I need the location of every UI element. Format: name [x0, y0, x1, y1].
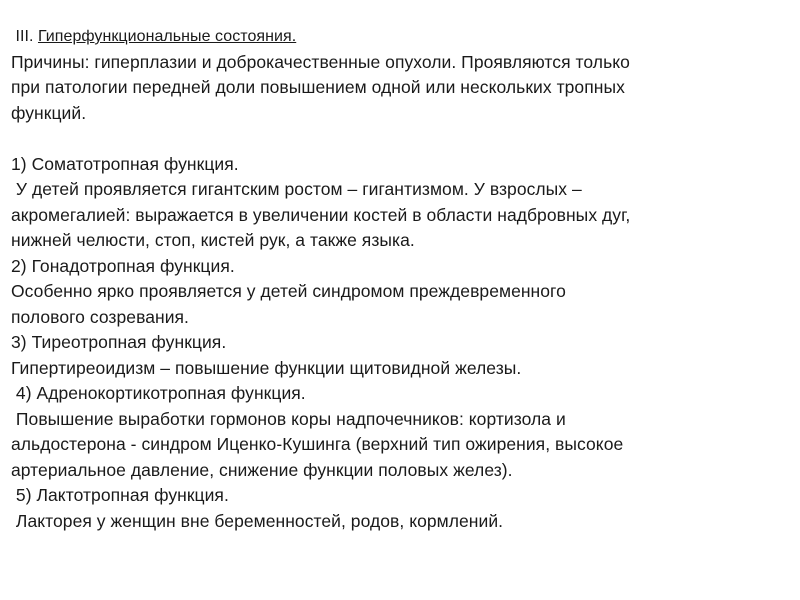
heading-prefix: III.: [11, 28, 38, 45]
thyrotropic-heading: 3) Тиреотропная функция.: [11, 332, 227, 352]
thyrotropic-text: Гипертиреоидизм – повышение функции щитовидной железы.: [11, 357, 522, 378]
gonadotropic-text: Особенно ярко проявляется у детей синдромом преждевременного: [11, 281, 566, 301]
heading-title: Гиперфункциональные состояния.: [37, 28, 297, 45]
acth-text: артериальное давление, снижение функции половых желез).: [11, 459, 513, 480]
somatotropic-heading: 1) Соматотропная функция.: [11, 153, 239, 174]
somatotropic-text: У детей проявляется гигантским ростом – гигантизмом. У взрослых –: [11, 179, 582, 199]
intro-line: при патологии передней доли повышением одной или нескольких тропных: [11, 77, 625, 97]
somatotropic-text: акромегалией: выражается в увеличении костей в области надбровных дуг,: [11, 204, 631, 225]
acth-text: альдостерона - синдром Иценко-Кушинга (верхний тип ожирения, высокое: [11, 434, 624, 454]
lactotropic-text: Лакторея у женщин вне беременностей, родов, кормлений.: [11, 510, 504, 531]
intro-line: Причины: гиперплазии и доброкачественные опухоли. Проявляются только: [11, 51, 630, 72]
acth-text: Повышение выработки гормонов коры надпочечников: кортизола и: [11, 408, 566, 429]
slide-text: [11, 24, 791, 534]
somatotropic-text: нижней челюсти, стоп, кистей рук, а также языка.: [11, 230, 415, 250]
intro-line: функций.: [11, 102, 87, 123]
acth-heading: 4) Адренокортикотропная функция.: [11, 383, 306, 403]
blank-line: [11, 126, 791, 152]
lactotropic-heading: 5) Лактотропная функция.: [11, 485, 229, 505]
gonadotropic-heading: 2) Гонадотропная функция.: [11, 255, 235, 276]
gonadotropic-text: полового созревания.: [11, 306, 189, 327]
section-heading: [11, 24, 791, 50]
